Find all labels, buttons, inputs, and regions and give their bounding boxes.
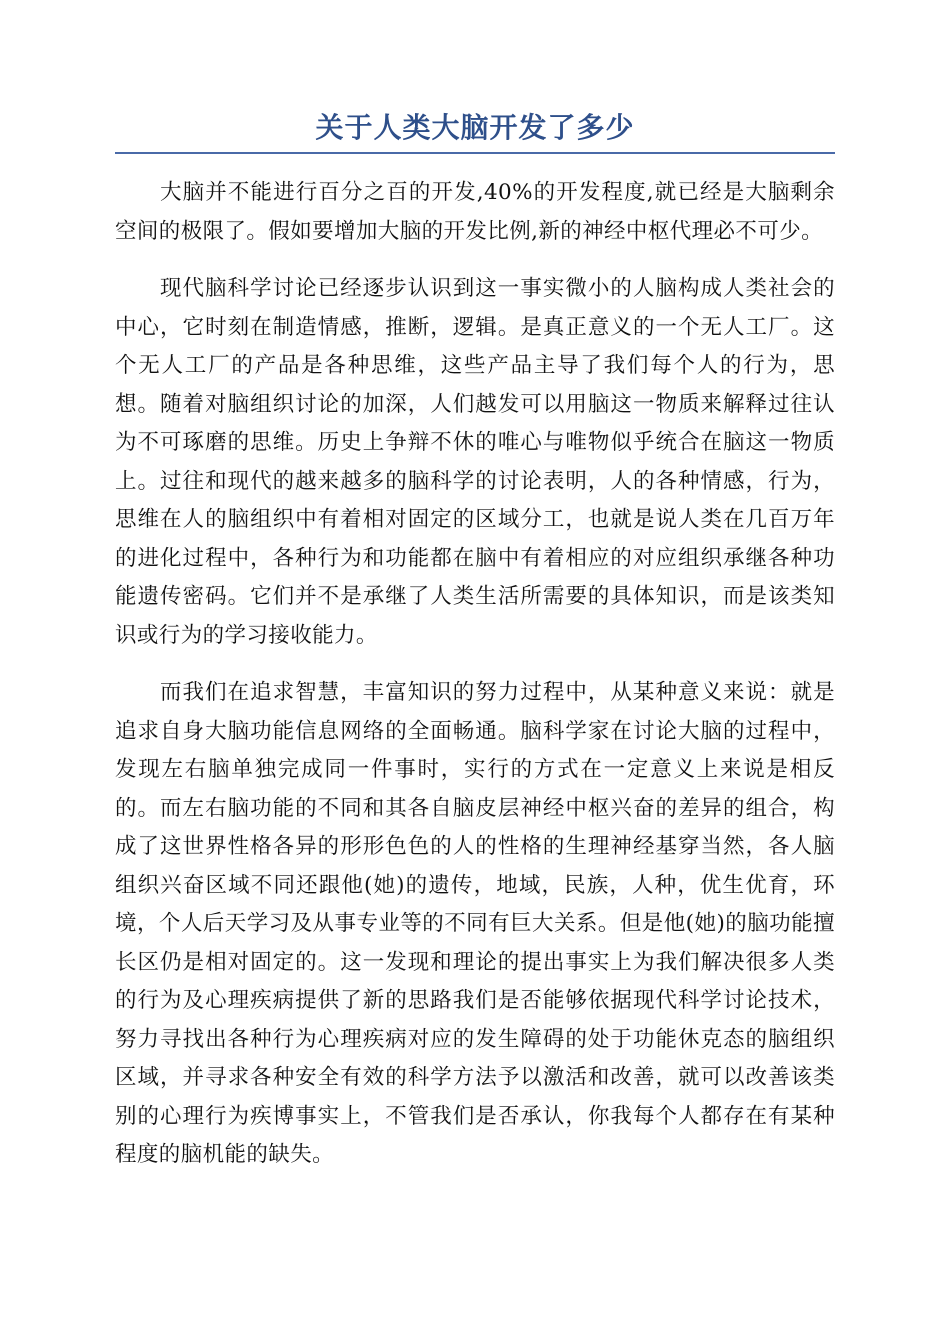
document-title: 关于人类大脑开发了多少 [115, 108, 835, 154]
paragraph-1: 大脑并不能进行百分之百的开发,40%的开发程度,就已经是大脑剩余空间的极限了。假如要增加大脑的开发比例,新的神经中枢代理必不可少。 [115, 180, 835, 244]
document-page [115, 108, 835, 1175]
paragraph-3: 而我们在追求智慧，丰富知识的努力过程中，从某种意义来说：就是追求自身大脑功能信息网络的全面畅通。脑科学家在讨论大脑的过程中，发现左右脑单独完成同一件事时，实行的方式在一定意义上来说是相反的。而左右脑功能的不同和其各自脑皮层神经中枢兴奋的差异的组合，构成了这世界性格各异的形形色色的人的性格的生理神经基穿当然，各人脑组织兴奋区域不同还跟他(她)的遗传，地域，民族，人种，优生优育，环境，个人后天学习及从事专业等的不同有巨大关系。但是他(她)的脑功能擅长区仍是相对固定的。这一发现和理论的提出事实上为我们解决很多人类的行为及心理疾病提供了新的思路我们是否能够依据现代科学讨论技术，努力寻找出各种行为心理疾病对应的发生障碍的处于功能休克态的脑组织区域，并寻求各种安全有效的科学方法予以激活和改善，就可以改善该类别的心理行为疾博事实上，不管我们是否承认，你我每个人都存在有某种程度的脑机能的缺失。 [115, 680, 835, 1167]
paragraph-2: 现代脑科学讨论已经逐步认识到这一事实微小的人脑构成人类社会的中心，它时刻在制造情感，推断，逻辑。是真正意义的一个无人工厂。这个无人工厂的产品是各种思维，这些产品主导了我们每个人的行为，思想。随着对脑组织讨论的加深，人们越发可以用脑这一物质来解释过往认为不可琢磨的思维。历史上争辩不休的唯心与唯物似乎统合在脑这一物质上。过往和现代的越来越多的脑科学的讨论表明，人的各种情感，行为，思维在人的脑组织中有着相对固定的区域分工，也就是说人类在几百万年的进化过程中，各种行为和功能都在脑中有着相应的对应组织承继各种功能遗传密码。它们并不是承继了人类生活所需要的具体知识，而是该类知识或行为的学习接收能力。 [115, 276, 835, 648]
